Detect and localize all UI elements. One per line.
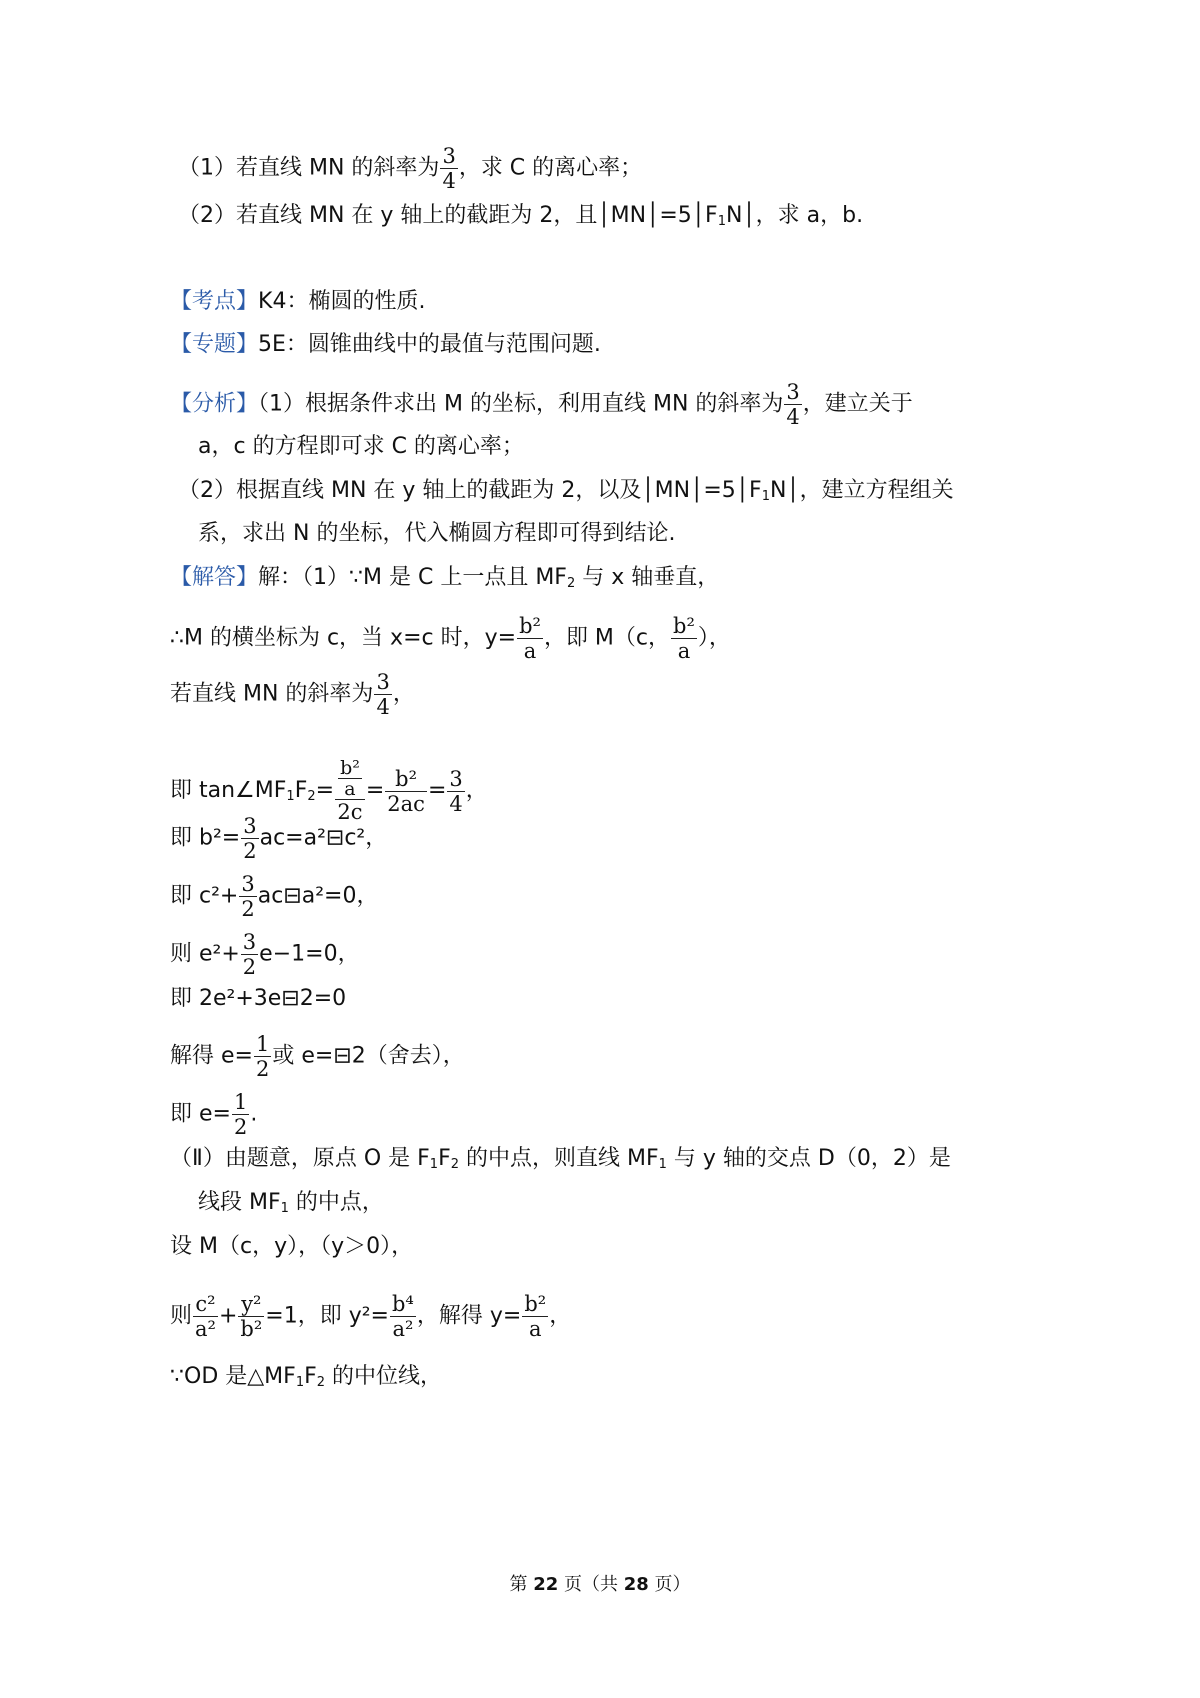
- jieda-line-12: 线段 $MF_1$ 的中点，: [198, 1190, 384, 1216]
- fraction: $\frac{1}{2}$: [233, 1090, 248, 1139]
- fraction: $\frac{3}{4}$: [449, 766, 463, 816]
- jieda-line-5: 即 b²= $\frac{3}{2}$ ac=a²⊟c²，: [170, 814, 388, 863]
- fraction: $\frac{3}{2}$: [241, 872, 255, 921]
- jieda-line-1: 【解答】解：（1）∵M 是 C 上一点且 $MF_2$ 与 x 轴垂直，: [170, 565, 720, 591]
- fraction: $\frac{\text{b²}}{2ac}$: [387, 766, 425, 816]
- fraction: $\frac{3}{4}$: [376, 670, 390, 719]
- fraction: $\frac{3}{4}$: [442, 144, 456, 193]
- fraction: $\frac{3}{2}$: [243, 814, 257, 863]
- fenxi-line-3: （2）根据直线 MN 在 y 轴上的截距为 2，以及$│MN│=5│F_1N│$，建立方程组关: [178, 478, 954, 504]
- jieda-line-13: 设 M（c，y），（y＞0），: [170, 1234, 414, 1259]
- jieda-tag: 【解答】: [170, 565, 259, 590]
- fraction: $\frac{\text{b²}}{a}$: [340, 757, 360, 800]
- fraction: $\frac{\text{y²}}{\text{b²}}$: [240, 1292, 263, 1341]
- jieda-line-8: 即 2e²+3e⊟2=0: [170, 986, 347, 1011]
- zhuanti-line: 【专题】5E：圆锥曲线中的最值与范围问题.: [170, 332, 601, 357]
- jieda-line-2: ∴M 的横坐标为 c，当 x=c 时，y= $\frac{\text{b²}}{a}$ ，即 M（c， $\frac{\text{b²}}{a}$ ），: [170, 614, 731, 663]
- question-2: （2）若直线 MN 在 y 轴上的截距为 2，且$│MN│=5│F_1N│$，求 a，b.: [178, 203, 864, 229]
- question-1: （1）若直线 MN 的斜率为 $\frac{3}{4}$ ，求 C 的离心率；: [178, 144, 643, 193]
- jieda-line-4: 即 $\tan\angle MF_1F_2=$ $\frac{\frac{\text{b²}}{a}}{2c}$ = $\frac{\text{b²}}{2ac}$ = $\frac{3}{4}$ ，: [170, 757, 488, 824]
- fraction: $\frac{3}{4}$: [786, 380, 800, 429]
- fenxi-line-1: 【分析】（1）根据条件求出 M 的坐标，利用直线 MN 的斜率为 $\frac{3}{4}$ ，建立关于: [170, 380, 913, 429]
- fenxi-line-4: 系，求出 N 的坐标，代入椭圆方程即可得到结论.: [198, 521, 676, 546]
- jieda-line-7: 则 e²+ $\frac{3}{2}$ e−1=0，: [170, 930, 360, 979]
- kaodian-tag: 【考点】: [170, 289, 259, 314]
- jieda-line-15: ∵OD 是$\triangle MF_1F_2$ 的中位线，: [170, 1364, 443, 1390]
- fraction: $\frac{\text{b⁴}}{\text{a²}}$: [391, 1292, 414, 1341]
- total-pages: 28: [623, 1574, 649, 1595]
- compound-fraction: $\frac{\frac{\text{b²}}{a}}{2c}$: [335, 758, 365, 824]
- fenxi-line-2: a，c 的方程即可求 C 的离心率；: [198, 434, 524, 459]
- jieda-line-6: 即 c²+ $\frac{3}{2}$ ac⊟a²=0，: [170, 872, 379, 921]
- jieda-line-11: （Ⅱ）由题意，原点 O 是 $F_1F_2$ 的中点，则直线 $MF_1$ 与 y 轴的交点 D（0，2）是: [170, 1146, 951, 1172]
- page-footer: 第 22 页（共 28 页）: [509, 1574, 691, 1595]
- jieda-line-3: 若直线 MN 的斜率为 $\frac{3}{4}$ ，: [170, 670, 415, 719]
- fraction: $\frac{\text{b²}}{a}$: [524, 1292, 547, 1341]
- fraction: $\frac{1}{2}$: [255, 1032, 270, 1081]
- fraction: $\frac{\text{b²}}{a}$: [519, 614, 541, 663]
- zhuanti-tag: 【专题】: [170, 332, 259, 357]
- jieda-line-14: 则 $\frac{\text{c²}}{\text{a²}}$ + $\frac{\text{y²}}{\text{b²}}$ =1，即 y²= $\frac{\text{b⁴}}{\text{a²}}$ ，解得 y= $\frac{\text{b²}}{a}$ ，: [170, 1292, 572, 1341]
- fenxi-tag: 【分析】: [170, 391, 259, 417]
- jieda-line-10: 即 e= $\frac{1}{2}$ .: [170, 1090, 258, 1139]
- page-number: 22: [533, 1574, 559, 1595]
- fraction: $\frac{\text{b²}}{a}$: [673, 614, 695, 663]
- fraction: $\frac{\text{c²}}{\text{a²}}$: [195, 1292, 216, 1341]
- fraction: $\frac{3}{2}$: [242, 930, 257, 979]
- jieda-line-9: 解得 e= $\frac{1}{2}$ 或 e=⊟2（舍去），: [170, 1032, 465, 1081]
- kaodian-line: 【考点】K4：椭圆的性质.: [170, 289, 426, 314]
